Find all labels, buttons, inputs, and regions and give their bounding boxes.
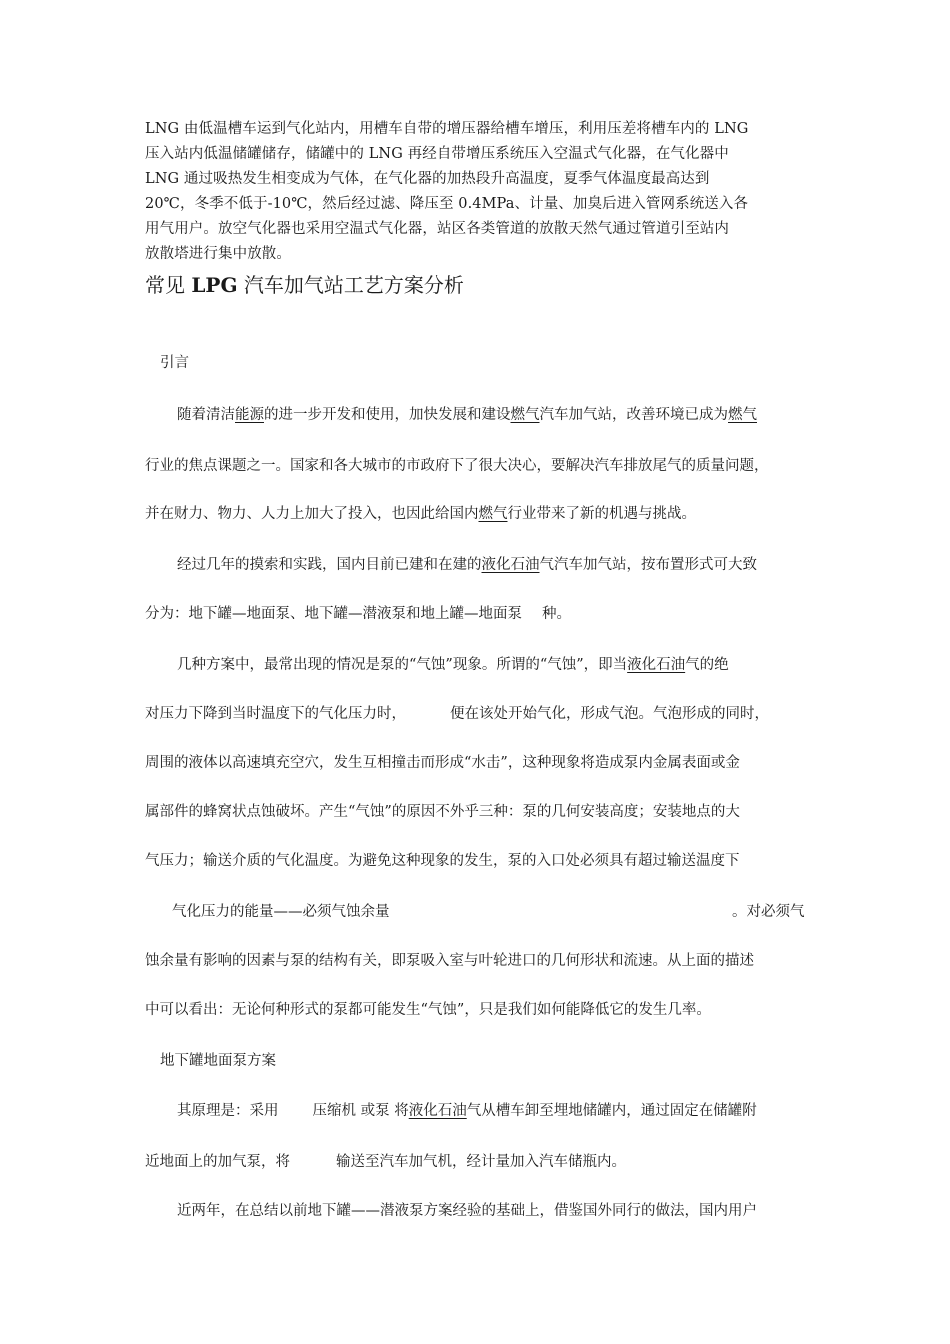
paragraph-2-line-1 [177, 554, 757, 576]
article-title [145, 270, 464, 300]
paragraph-3-line-7: 蚀余量有影响的因素与泵的结构有关，即泵吸入室与叶轮进口的几何形状和流速。从上面的描述 [145, 953, 754, 969]
p3-text: 对压力下降到当时温度下的气化压力时， [145, 706, 406, 722]
p4-text: 输送至汽车加气机，经计量加入汽车储瓶内。 [336, 1154, 626, 1170]
intro-text-line-6: 放散塔进行集中放散。 [145, 246, 291, 262]
p4-text: 其原理是：采用 [177, 1103, 279, 1119]
p2-text: 种。 [542, 606, 571, 622]
intro-text-line-4: 20℃，冬季不低于-10℃，然后经过滤、降压至 0.4MPa、计量、加臭后进入管网系统送入各 [145, 196, 749, 212]
link-energy[interactable]: 能源 [235, 407, 264, 423]
link-gas[interactable]: 燃气 [478, 506, 508, 522]
title-lpg: LPG [191, 273, 238, 297]
paragraph-1-line-3 [145, 503, 696, 525]
p3-text: 气的绝 [685, 657, 729, 673]
paragraph-3-line-5: 气压力；输送介质的气化温度。为避免这种现象的发生，泵的入口处必须具有超过输送温度下 [145, 853, 740, 869]
p1-text: 并在财力、物力、人力上加大了投入，也因此给国内 [145, 506, 479, 522]
paragraph-5-line-1: 近两年，在总结以前地下罐——潜液泵方案经验的基础上，借鉴国外同行的做法，国内用户 [177, 1203, 757, 1219]
intro-text-line-1: LNG 由低温槽车运到气化站内，用槽车自带的增压器给槽车增压，利用压差将槽车内的 LNG [145, 121, 749, 137]
link-gas[interactable]: 燃气 [728, 407, 757, 423]
intro-text-line-3: LNG 通过吸热发生相变成为气体，在气化器的加热段升高温度，夏季气体温度最高达到 [145, 171, 710, 187]
paragraph-3-line-1 [177, 654, 729, 676]
p4-text: 近地面上的加气泵，将 [145, 1154, 290, 1170]
p4-text: 压缩机 或泵 将 [312, 1103, 409, 1119]
p2-text: 气汽车加气站，按布置形式可大致 [539, 557, 757, 573]
intro-text-line-5: 用气用户。放空气化器也采用空温式气化器，站区各类管道的放散天然气通过管道引至站内 [145, 221, 729, 237]
section-heading-underground: 地下罐地面泵方案 [160, 1053, 276, 1069]
paragraph-3-line-3: 周围的液体以高速填充空穴，发生互相撞击而形成“水击”，这种现象将造成泵内金属表面或金 [145, 755, 740, 771]
p4-text: 气从槽车卸至埋地储罐内，通过固定在储罐附 [466, 1103, 757, 1119]
paragraph-2-line-2 [145, 603, 571, 625]
title-prefix: 常见 [145, 273, 192, 297]
p1-text: 行业带来了新的机遇与挑战。 [507, 506, 696, 522]
section-heading-intro: 引言 [160, 355, 189, 371]
title-suffix: 汽车加气站工艺方案分析 [237, 273, 464, 297]
paragraph-3-line-4: 属部件的蜂窝状点蚀破坏。产生“气蚀”的原因不外乎三种：泵的几何安装高度；安装地点的大 [145, 804, 740, 820]
paragraph-1-line-1 [177, 404, 757, 426]
paragraph-3-line-6a: 气化压力的能量——必须气蚀余量 [172, 904, 390, 920]
link-lpg[interactable]: 液化石油 [408, 1103, 467, 1119]
link-gas[interactable]: 燃气 [510, 407, 540, 423]
paragraph-4-line-2 [145, 1151, 626, 1173]
p2-text: 分为：地下罐—地面泵、地下罐—潜液泵和地上罐—地面泵 [145, 606, 522, 622]
intro-text-line-2: 压入站内低温储罐储存，储罐中的 LNG 再经自带增压系统压入空温式气化器，在气化器中 [145, 146, 729, 162]
paragraph-3-line-2 [145, 703, 769, 725]
p3-text: 几种方案中，最常出现的情况是泵的“气蚀”现象。所谓的“气蚀”，即当 [177, 657, 628, 673]
p1-text: 随着清洁 [177, 407, 235, 423]
p3-text: 便在该处开始气化，形成气泡。气泡形成的同时， [450, 706, 769, 722]
paragraph-1-line-2: 行业的焦点课题之一。国家和各大城市的市政府下了很大决心，要解决汽车排放尾气的质量问题， [145, 458, 769, 474]
link-lpg[interactable]: 液化石油 [481, 557, 540, 573]
p1-text: 汽车加气站，改善环境已成为 [539, 407, 728, 423]
link-lpg[interactable]: 液化石油 [627, 657, 686, 673]
paragraph-4-line-1 [177, 1100, 757, 1122]
p1-text: 的进一步开发和使用，加快发展和建设 [264, 407, 511, 423]
p2-text: 经过几年的摸索和实践，国内目前已建和在建的 [177, 557, 482, 573]
paragraph-3-line-8: 中可以看出：无论何种形式的泵都可能发生“气蚀”，只是我们如何能降低它的发生几率。 [145, 1002, 711, 1018]
paragraph-3-line-6b: 。对必须气 [732, 904, 805, 920]
